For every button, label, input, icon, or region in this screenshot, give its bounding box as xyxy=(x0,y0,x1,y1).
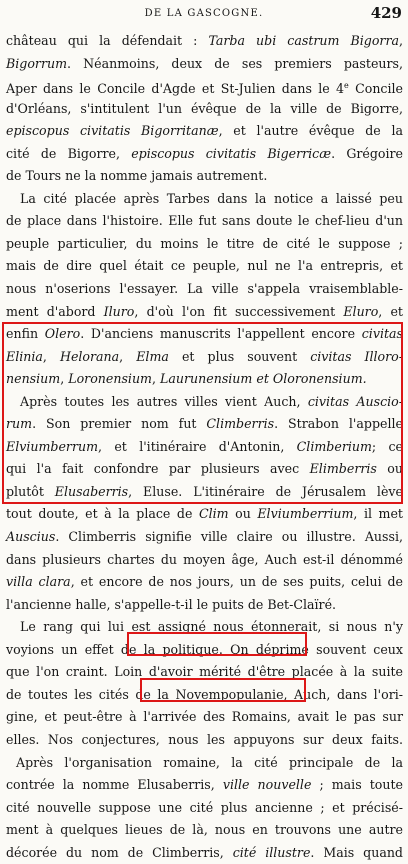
text-line: cité nouvelle suppose une cité plus ancienne ; et précisé- xyxy=(6,799,403,815)
text-line: cité de Bigorre, episcopus civitatis Bigerricæ. Grégoire xyxy=(6,145,403,161)
text-line: gine, et peut-être à l'arrivée des Romains, avait le pas sur xyxy=(6,709,403,725)
text-line: de place dans l'histoire. Elle fut sans doute le chef-lieu d'un xyxy=(6,213,403,229)
text-line: Elinia, Helorana, Elma et plus souvent civitas Illoro- xyxy=(6,348,403,364)
running-head: DE LA GASCOGNE. xyxy=(144,8,264,19)
text-line: Auscius. Climberris signifie ville claire ou illustre. Aussi, xyxy=(6,529,403,545)
text-line: que l'on craint. Loin d'avoir mérité d'être placée à la suite xyxy=(6,664,403,680)
text-line: Elviumberrum, et l'itinéraire d'Antonin, Climberium; ce xyxy=(6,438,403,454)
text-line: mais de dire quel était ce peuple, nul ne l'a entrepris, et xyxy=(6,258,403,274)
text-line: ment d'abord Iluro, d'où l'on fit successivement Eluro, et xyxy=(6,303,403,319)
text-line: dans plusieurs chartes du moyen âge, Auch est-il dénommé xyxy=(6,551,403,567)
text-line: nous n'oserions l'essayer. La ville s'appela vraisemblable- xyxy=(6,281,403,297)
text-line: La cité placée après Tarbes dans la notice a laissé peu xyxy=(20,190,403,206)
text-line: l'ancienne halle, s'appelle-t-il le puits de Bet-Claïré. xyxy=(6,596,337,612)
highlight-box-climberris xyxy=(140,678,306,702)
text-line: contrée la nomme Elusaberris, ville nouvelle ; mais toute xyxy=(6,777,403,793)
text-line: Le rang qui lui est assigné nous étonnerait, si nous n'y xyxy=(20,619,403,635)
page-header xyxy=(0,4,408,26)
text-line: episcopus civitatis Bigorritanæ, et l'autre évêque de la xyxy=(6,123,404,139)
text-line: Après toutes les autres villes vient Auch, civitas Auscio- xyxy=(20,393,403,409)
highlight-box-auch-paragraph xyxy=(2,322,403,504)
text-line: ment à quelques lieues de là, nous en trouvons une autre xyxy=(6,822,403,838)
text-line: elles. Nos conjectures, nous les appuyons sur deux faits. xyxy=(6,731,403,747)
text-line: nensium, Loronensium, Laurunensium et Oloronensium. xyxy=(6,371,367,387)
text-line: décorée du nom de Climberris, cité illustre. Mais quand xyxy=(6,844,403,860)
text-line: tout doute, et à la place de Clim ou Elviumberrium, il met xyxy=(6,506,403,522)
text-line: plutôt Elusaberris, Eluse. L'itinéraire de Jérusalem lève xyxy=(6,483,403,499)
text-line: peuple particulier, du moins le titre de cité le suppose ; xyxy=(6,235,403,251)
page-number: 429 xyxy=(370,4,402,22)
text-line: château qui la défendait : Tarba ubi castrum Bigorra, xyxy=(6,33,404,48)
text-line: Bigorrum. Néanmoins, deux de ses premiers pasteurs, xyxy=(6,55,403,71)
text-line: voyions un effet de la politique. On déprime souvent ceux xyxy=(6,641,403,657)
text-line: rum. Son premier nom fut Climberris. Strabon l'appelle xyxy=(6,416,403,432)
highlight-box-elusaberris xyxy=(127,632,307,656)
text-line: qui l'a fait confondre par plusieurs avec Elimberris ou xyxy=(6,461,403,477)
text-line: Aper dans le Concile d'Agde et St-Julien dans le 4e Concile xyxy=(6,81,403,97)
text-line: de toutes les cités de la Novempopulanie, Auch, dans l'ori- xyxy=(6,686,403,702)
text-line: de Tours ne la nomme jamais autrement. xyxy=(6,168,268,184)
text-line: Après l'organisation romaine, la cité principale de la xyxy=(16,754,403,770)
text-line: enfin Olero. D'anciens manuscrits l'appellent encore civitas xyxy=(6,326,404,342)
text-line: villa clara, et encore de nos jours, un de ses puits, celui de xyxy=(6,574,404,590)
text-line: d'Orléans, s'intitulent l'un évêque de la ville de Bigorre, xyxy=(6,100,403,116)
